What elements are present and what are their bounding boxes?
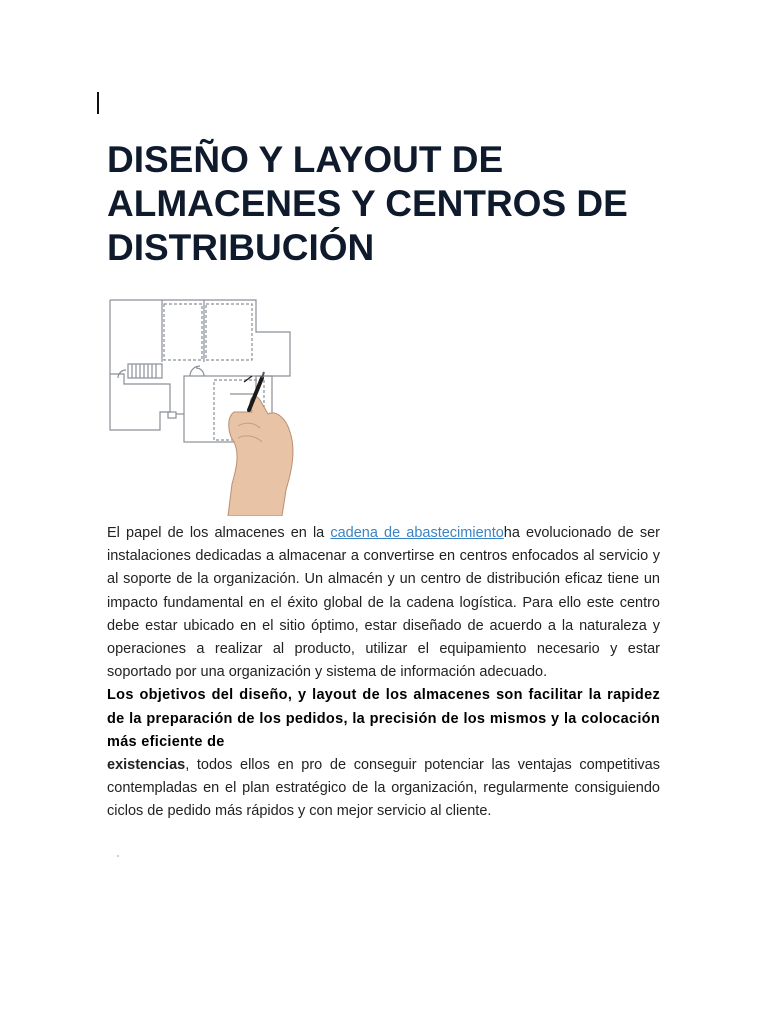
decorative-dot (117, 855, 119, 857)
hand-drawing-floor-plan-icon (104, 294, 304, 516)
objectives-bold-word: existencias (107, 757, 186, 774)
body-text (107, 522, 660, 824)
objectives-paragraph (107, 754, 660, 824)
text-cursor (97, 92, 99, 114)
intro-paragraph (107, 522, 660, 684)
objectives-bold-text: Los objetivos del diseño, y layout de los almacenes son facilitar la rapidez de la preparación de los pedidos, la precisión de los mismos y la colocación más eficiente de (107, 687, 660, 750)
floor-plan-figure (104, 294, 304, 516)
objectives-text-rest: , todos ellos en pro de conseguir potenciar las ventajas competitivas contempladas en el plan estratégico de la organización, regularmente consiguiendo ciclos de pedido más rápidos y con mejor servicio al cliente. (107, 757, 660, 820)
page-title: DISEÑO Y LAYOUT DE ALMACENES Y CENTROS DE DISTRIBUCIÓN (107, 139, 628, 268)
intro-text-rest: ha evolucionado de ser instalaciones dedicadas a almacenar a convertirse en centros enfocados al servicio y al soporte de la organización. Un almacén y un centro de distribución eficaz tiene un impacto fundamental en el éxito global de la cadena logística. Para ello este centro debe estar ubicado en el sitio óptimo, estar diseñado de acuerdo a la naturaleza y operaciones a realizar al producto, utilizar el equipamiento necesario y estar soportado por una organización y sistema de información adecuado. (107, 525, 660, 681)
supply-chain-link[interactable]: cadena de abastecimiento (330, 525, 504, 541)
intro-text-start: El papel de los almacenes en la (107, 525, 331, 541)
